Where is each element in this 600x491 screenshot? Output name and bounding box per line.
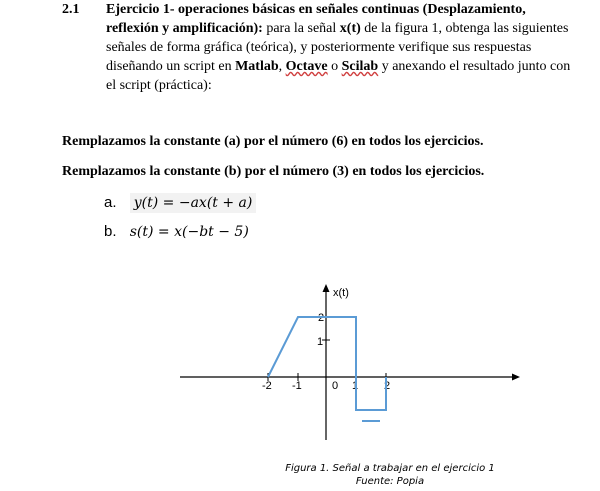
- y-tick-label-1: 1: [317, 336, 324, 348]
- item-a-formula: y(t) = −ax(t + a): [130, 193, 257, 213]
- x-tick-label-0: 0: [332, 380, 339, 392]
- instruction-constant-b: Remplazamos la constante (b) por el número (3) en todos los ejercicios.: [62, 164, 485, 179]
- figure-source: Fuente: Popia: [355, 476, 425, 487]
- separator-1: ,: [278, 59, 286, 74]
- tool-octave: Octave: [285, 59, 328, 74]
- item-b: [104, 222, 249, 242]
- tool-scilab: Scilab: [341, 59, 379, 74]
- signal-name: x(t): [339, 21, 361, 36]
- x-tick-label-2: 2: [384, 380, 391, 392]
- x-tick-label-neg1: -1: [292, 380, 302, 392]
- separator-2: o: [327, 59, 342, 74]
- exercise-statement: [106, 0, 576, 95]
- signal-lower-segment: [356, 377, 386, 410]
- y-axis-arrow: [323, 284, 330, 292]
- item-b-formula: s(t) = x(−bt − 5): [129, 224, 249, 240]
- exercise-title: Ejercicio 1- operaciones básicas en señales continuas (Desplazamiento, reflexión y amplificación):: [106, 2, 526, 36]
- signal-figure: [170, 280, 530, 460]
- exercise-intro: para la señal: [262, 21, 340, 36]
- item-a: [104, 193, 256, 213]
- x-tick-label-neg2: -2: [262, 380, 272, 392]
- x-axis-arrow: [512, 374, 520, 381]
- x-tick-label-1: 1: [352, 380, 359, 392]
- section-number: 2.1: [62, 2, 80, 17]
- item-a-label: a.: [104, 194, 117, 211]
- instruction-constant-a: Remplazamos la constante (a) por el número (6) en todos los ejercicios.: [62, 134, 484, 149]
- y-tick-label-2: 2: [318, 312, 325, 324]
- figure-caption: Figura 1. Señal a trabajar en el ejercicio 1: [285, 463, 495, 474]
- y-axis-label: x(t): [333, 287, 349, 299]
- signal-upper-segment: [268, 317, 356, 377]
- tool-matlab: Matlab: [235, 59, 279, 74]
- item-b-label: b.: [104, 223, 117, 240]
- exercise-mid: de la figura 1, obtenga las siguientes señales de forma gráfica (teórica), y posteriormente verifique sus respuestas diseñando un script en: [106, 21, 569, 74]
- exercise-tail: y anexando el resultado junto con el script (práctica):: [106, 59, 571, 93]
